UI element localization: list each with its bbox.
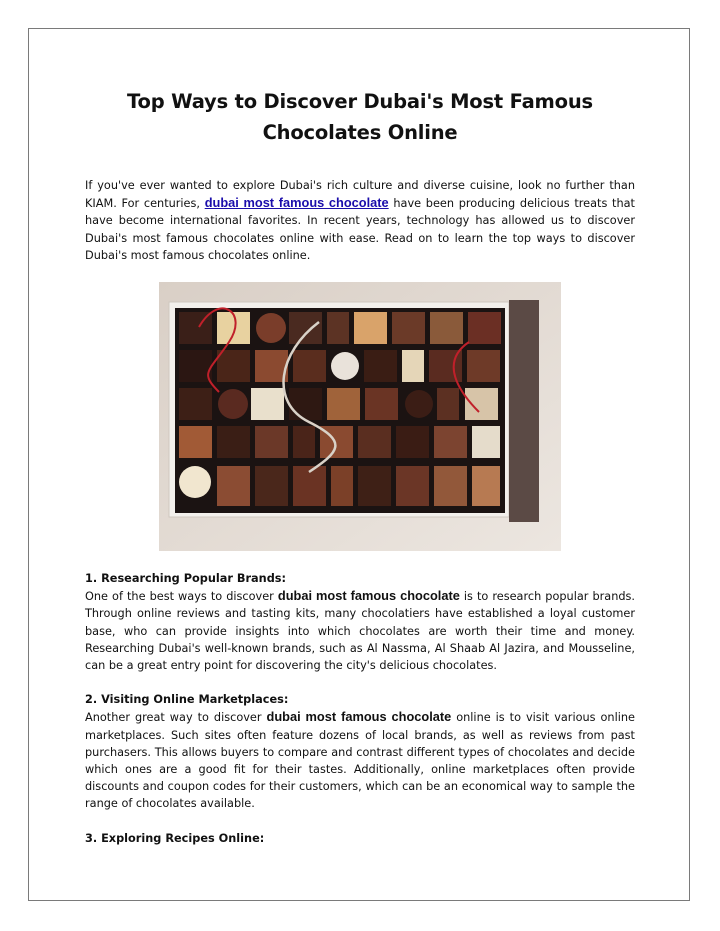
section-2 (85, 691, 635, 812)
section-1 (85, 570, 635, 674)
keyword-bold: dubai most famous chocolate (266, 709, 452, 725)
page-title: Top Ways to Discover Dubai's Most Famous Chocolates Online (127, 90, 593, 144)
section-paragraph (85, 708, 635, 812)
keyword-bold: dubai most famous chocolate (277, 588, 460, 604)
intro-text-start: If you've ever wanted to explore Dubai's rich culture and diverse cuisine, look no further than KIAM. For centuries, (85, 179, 635, 211)
document-content (85, 86, 635, 847)
section-text-start: One of the best ways to discover (85, 590, 278, 604)
intro-paragraph (85, 177, 635, 264)
section-heading: 3. Exploring Recipes Online: (85, 831, 265, 845)
section-paragraph (85, 587, 635, 674)
keyword-link[interactable]: dubai most famous chocolate (204, 195, 389, 211)
section-heading: 2. Visiting Online Marketplaces: (85, 693, 289, 707)
section-3 (85, 830, 635, 847)
section-text-end: online is to visit various online marketplaces. Such sites often feature dozens of local brands, as well as reviews from past purchasers. This allows buyers to compare and contrast different types of chocolates and decide which ones are a good fit for their tastes. Additionally, online marketplaces often provide discounts and coupon codes for their customers, which can be an economical way to sample the range of chocolates available. (85, 711, 635, 811)
chocolate-box-image (159, 282, 561, 551)
section-text-start: Another great way to discover (85, 711, 267, 725)
intro-text-end: have been producing delicious treats that have become international favorites. In recent years, technology has allowed us to discover Dubai's most famous chocolates online with ease. Read on to learn the top ways to discover Dubai's most famous chocolates online. (85, 197, 635, 262)
section-heading: 1. Researching Popular Brands: (85, 572, 287, 586)
section-text-end: is to research popular brands. Through online reviews and tasting kits, many chocolatiers have established a loyal customer base, who can provide insights into which chocolates are worth their time and money. Researching Dubai's well-known brands, such as Al Nassma, Al Shaab Al Jazira, and Mousseline, can be a great entry point for discovering the city's delicious chocolates. (85, 590, 635, 673)
